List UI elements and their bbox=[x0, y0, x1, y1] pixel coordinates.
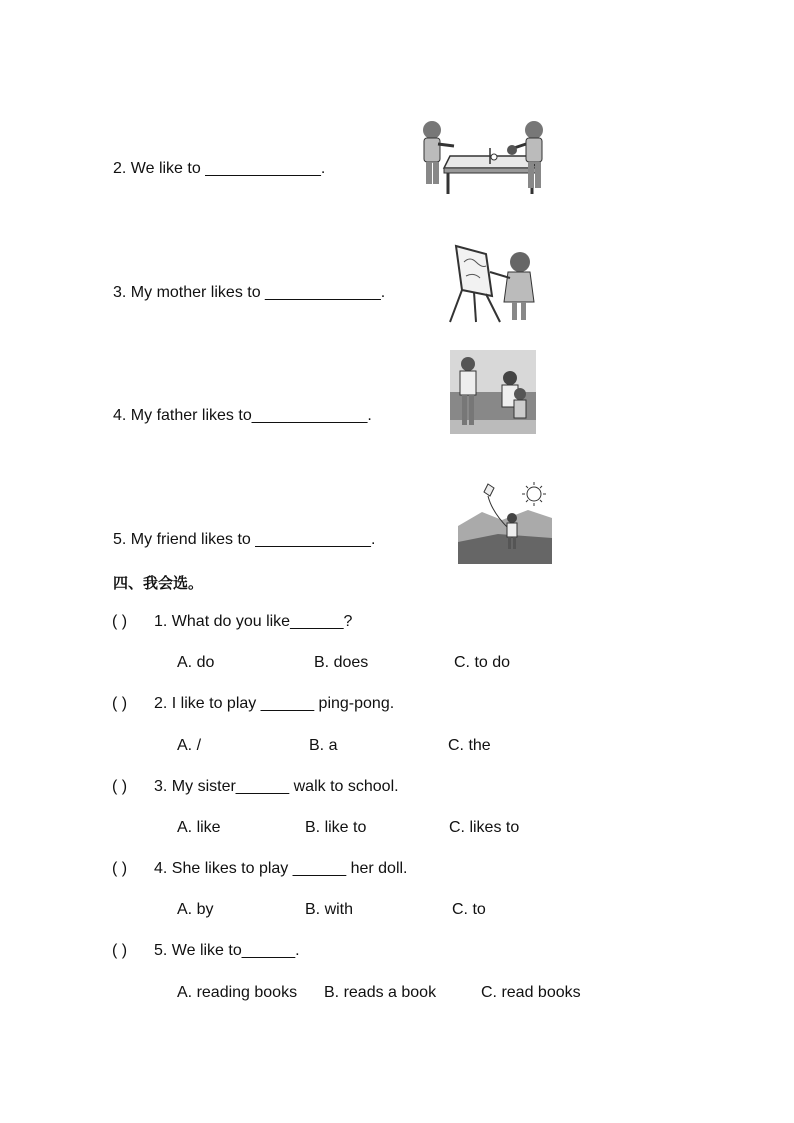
answer-blank[interactable]: ( ) bbox=[112, 695, 128, 712]
kite-illustration bbox=[458, 482, 552, 564]
question-5 bbox=[112, 942, 300, 960]
option-b: B. does bbox=[314, 654, 369, 671]
option-c: C. to do bbox=[454, 654, 511, 671]
question-1 bbox=[112, 613, 352, 631]
option-a: A. reading books bbox=[177, 984, 298, 1001]
option-a: A. / bbox=[177, 737, 202, 754]
option-b: B. reads a book bbox=[324, 984, 437, 1001]
answer-blank[interactable]: ( ) bbox=[112, 942, 128, 959]
option-b: B. a bbox=[309, 737, 338, 754]
option-c: C. likes to bbox=[449, 819, 520, 836]
question-text: 5. We like to______. bbox=[154, 942, 300, 959]
family-illustration bbox=[450, 350, 536, 434]
answer-blank[interactable]: ( ) bbox=[112, 860, 128, 877]
question-text: 2. I like to play ______ ping-pong. bbox=[154, 695, 395, 712]
answer-blank[interactable]: ( ) bbox=[112, 613, 128, 630]
option-a: A. like bbox=[177, 819, 221, 836]
answer-blank[interactable]: ( ) bbox=[112, 778, 128, 795]
question-text: 3. My sister______ walk to school. bbox=[154, 778, 399, 795]
fill-item-4: 4. My father likes to_____________. bbox=[113, 407, 372, 424]
question-4 bbox=[112, 860, 408, 878]
painting-illustration bbox=[446, 242, 538, 324]
option-c: C. read books bbox=[481, 984, 581, 1001]
question-text: 1. What do you like______? bbox=[154, 613, 353, 630]
option-a: A. do bbox=[177, 654, 215, 671]
question-3 bbox=[112, 778, 399, 796]
option-a: A. by bbox=[177, 901, 214, 918]
question-text: 4. She likes to play ______ her doll. bbox=[154, 860, 408, 877]
option-c: C. to bbox=[452, 901, 486, 918]
ping-pong-illustration bbox=[418, 118, 550, 196]
question-2 bbox=[112, 695, 394, 713]
option-c: C. the bbox=[448, 737, 491, 754]
option-b: B. like to bbox=[305, 819, 367, 836]
fill-item-3: 3. My mother likes to _____________. bbox=[113, 284, 386, 301]
option-b: B. with bbox=[305, 901, 354, 918]
fill-item-5: 5. My friend likes to _____________. bbox=[113, 531, 376, 548]
section-title: 四、我会选。 bbox=[113, 574, 204, 592]
fill-item-2: 2. We like to _____________. bbox=[113, 160, 326, 177]
